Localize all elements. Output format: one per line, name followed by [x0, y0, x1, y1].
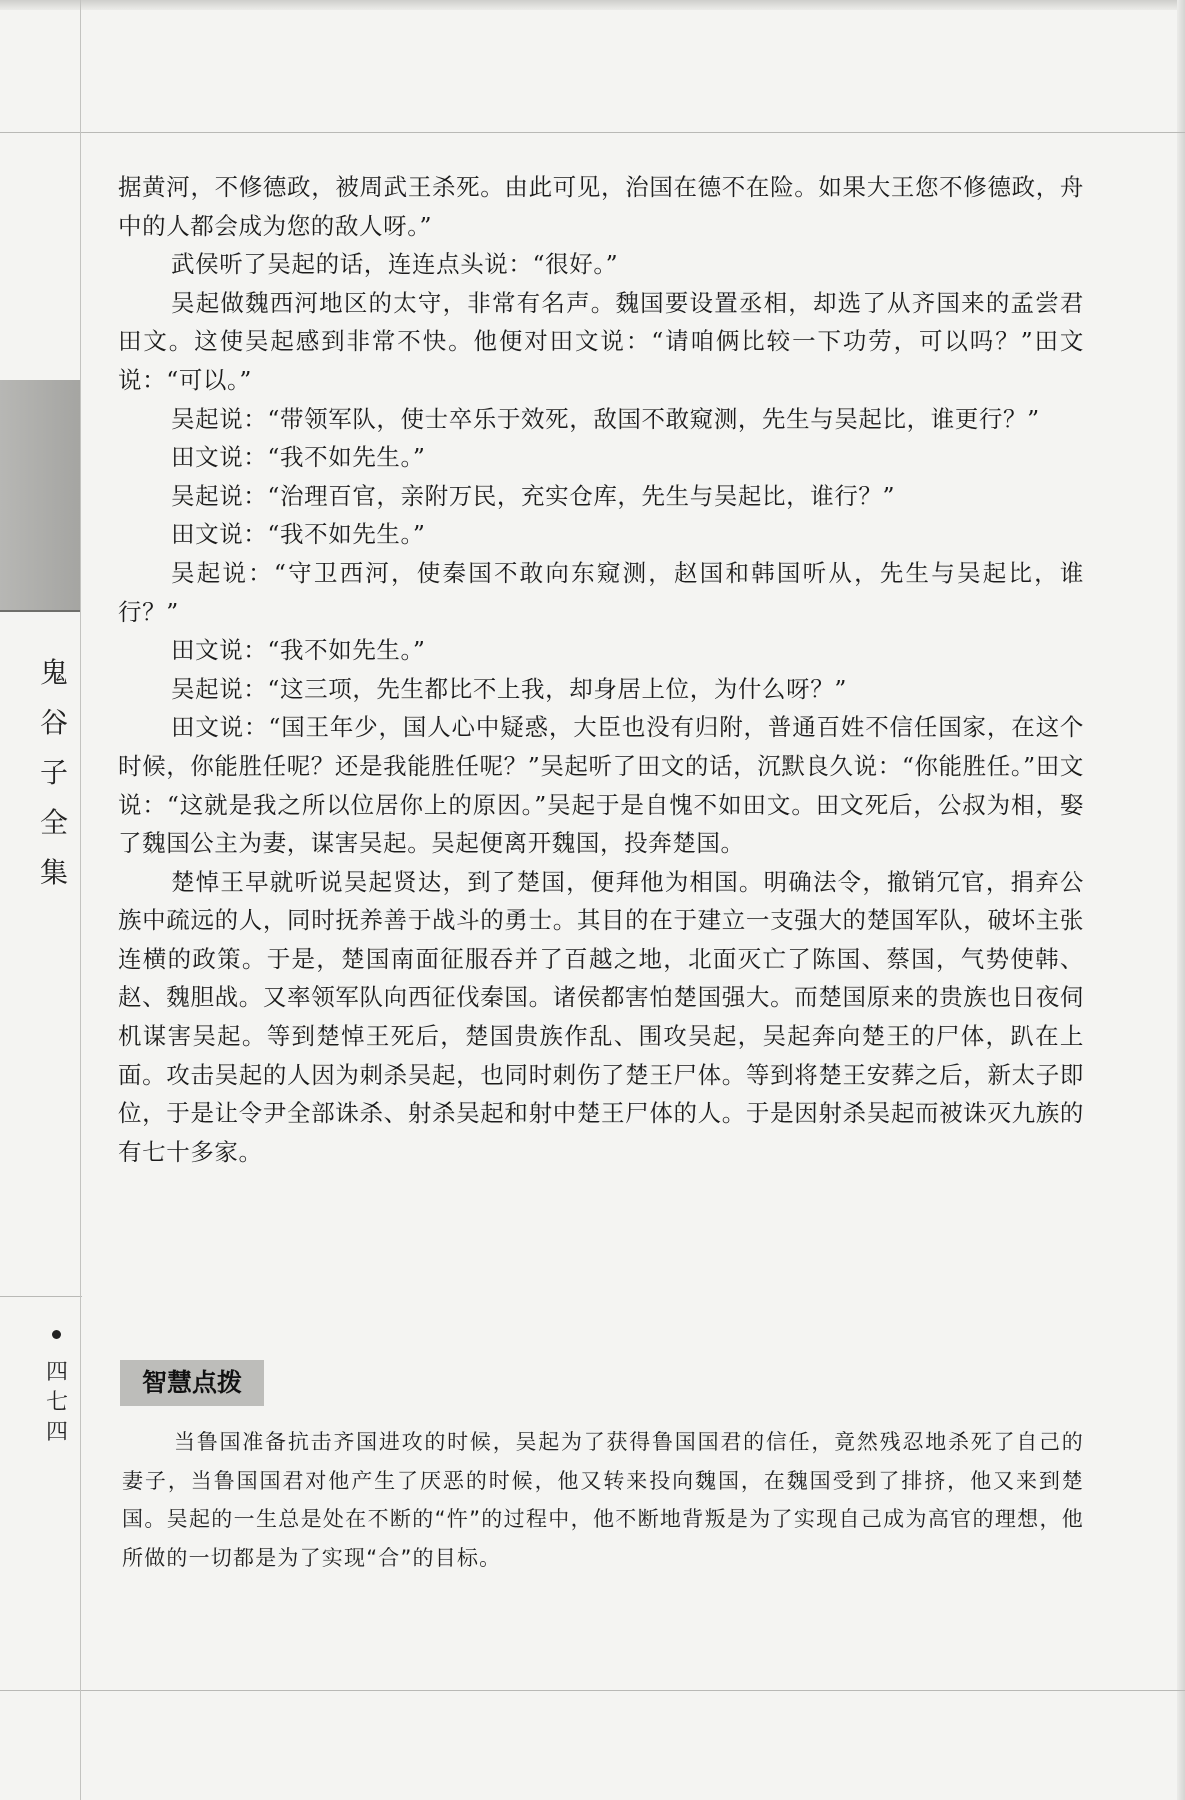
section-heading: 智慧点拨: [120, 1360, 264, 1406]
paragraph: 楚悼王早就听说吴起贤达，到了楚国，便拜他为相国。明确法令，撤销冗官，捐弃公族中疏远的人，同时抚养善于战斗的勇士。其目的在于建立一支强大的楚国军队，破坏主张连横的政策。于是，楚国南面征服吞并了百越之地，北面灭亡了陈国、蔡国，气势使韩、赵、魏胆战。又率领军队向西征伐秦国。诸侯都害怕楚国强大。而楚国原来的贵族也日夜伺机谋害吴起。等到楚悼王死后，楚国贵族作乱、围攻吴起，吴起奔向楚王的尸体，趴在上面。攻击吴起的人因为刺杀吴起，也同时刺伤了楚王尸体。等到将楚王安葬之后，新太子即位，于是让令尹全部诛杀、射杀吴起和射中楚王尸体的人。于是因射杀吴起而被诛灭九族的有七十多家。: [118, 867, 1084, 1166]
paragraph: 田文说：“我不如先生。”: [171, 636, 426, 665]
main-text: [118, 168, 1084, 1171]
paragraph: 田文说：“我不如先生。”: [171, 443, 426, 472]
book-title-vertical: [34, 648, 74, 898]
margin-rule: [0, 1296, 82, 1297]
commentary-paragraph: 当鲁国准备抗击齐国进攻的时候，吴起为了获得鲁国国君的信任，竟然残忍地杀死了自己的妻子，当鲁国国君对他产生了厌恶的时候，他又转来投向魏国，在魏国受到了排挤，他又来到楚国。吴起的一生总是处在不断的“忤”的过程中，他不断地背叛是为了实现自己成为高官的理想，他所做的一切都是为了实现“合”的目标。: [122, 1430, 1084, 1570]
paragraph: 武侯听了吴起的话，连连点头说：“很好。”: [171, 250, 619, 279]
page-number-char: 四: [45, 1420, 68, 1445]
paragraph: 吴起做魏西河地区的太守，非常有名声。魏国要设置丞相，却选了从齐国来的孟尝君田文。这使吴起感到非常不快。他便对田文说：“请咱俩比较一下功劳，可以吗？”田文说：“可以。”: [118, 288, 1084, 394]
margin-line: [80, 0, 81, 1800]
paragraph: 吴起说：“这三项，先生都比不上我，却身居上位，为什么呀？”: [171, 674, 847, 703]
paragraph: 田文说：“我不如先生。”: [171, 520, 426, 549]
title-char: 子: [39, 756, 68, 789]
paragraph: 田文说：“国王年少，国人心中疑惑，大臣也没有归附，普通百姓不信任国家，在这个时候，你能胜任呢？还是我能胜任呢？”吴起听了田文的话，沉默良久说：“你能胜任。”田文说：“这就是我之所以位居你上的原因。”吴起于是自愧不如田文。田文死后，公叔为相，娶了魏国公主为妻，谋害吴起。吴起便离开魏国，投奔楚国。: [118, 713, 1084, 858]
paragraph: 吴起说：“带领军队，使士卒乐于效死，敌国不敢窥测，先生与吴起比，谁更行？”: [171, 404, 1040, 433]
paragraph: 吴起说：“治理百官，亲附万民，充实仓库，先生与吴起比，谁行？”: [171, 481, 896, 510]
title-char: 集: [39, 856, 68, 889]
scan-right-edge: [1177, 0, 1185, 1800]
scan-top-edge: [0, 0, 1185, 10]
commentary-block: [122, 1423, 1084, 1577]
title-char: 鬼: [39, 656, 68, 689]
header-rule: [0, 132, 1185, 133]
footer-rule: [0, 1690, 1185, 1691]
page-number-char: 四: [45, 1360, 68, 1385]
margin-gray-tab: [0, 380, 80, 612]
page-number-char: 七: [45, 1390, 68, 1415]
page-number: [40, 1358, 74, 1448]
paragraph: 据黄河，不修德政，被周武王杀死。由此可见，治国在德不在险。如果大王您不修德政，舟中的人都会成为您的敌人呀。”: [118, 173, 1084, 240]
page-number-dot: [52, 1330, 61, 1339]
paragraph: 吴起说：“守卫西河，使秦国不敢向东窥测，赵国和韩国听从，先生与吴起比，谁行？”: [118, 558, 1084, 626]
title-char: 谷: [39, 706, 68, 739]
title-char: 全: [39, 806, 68, 839]
